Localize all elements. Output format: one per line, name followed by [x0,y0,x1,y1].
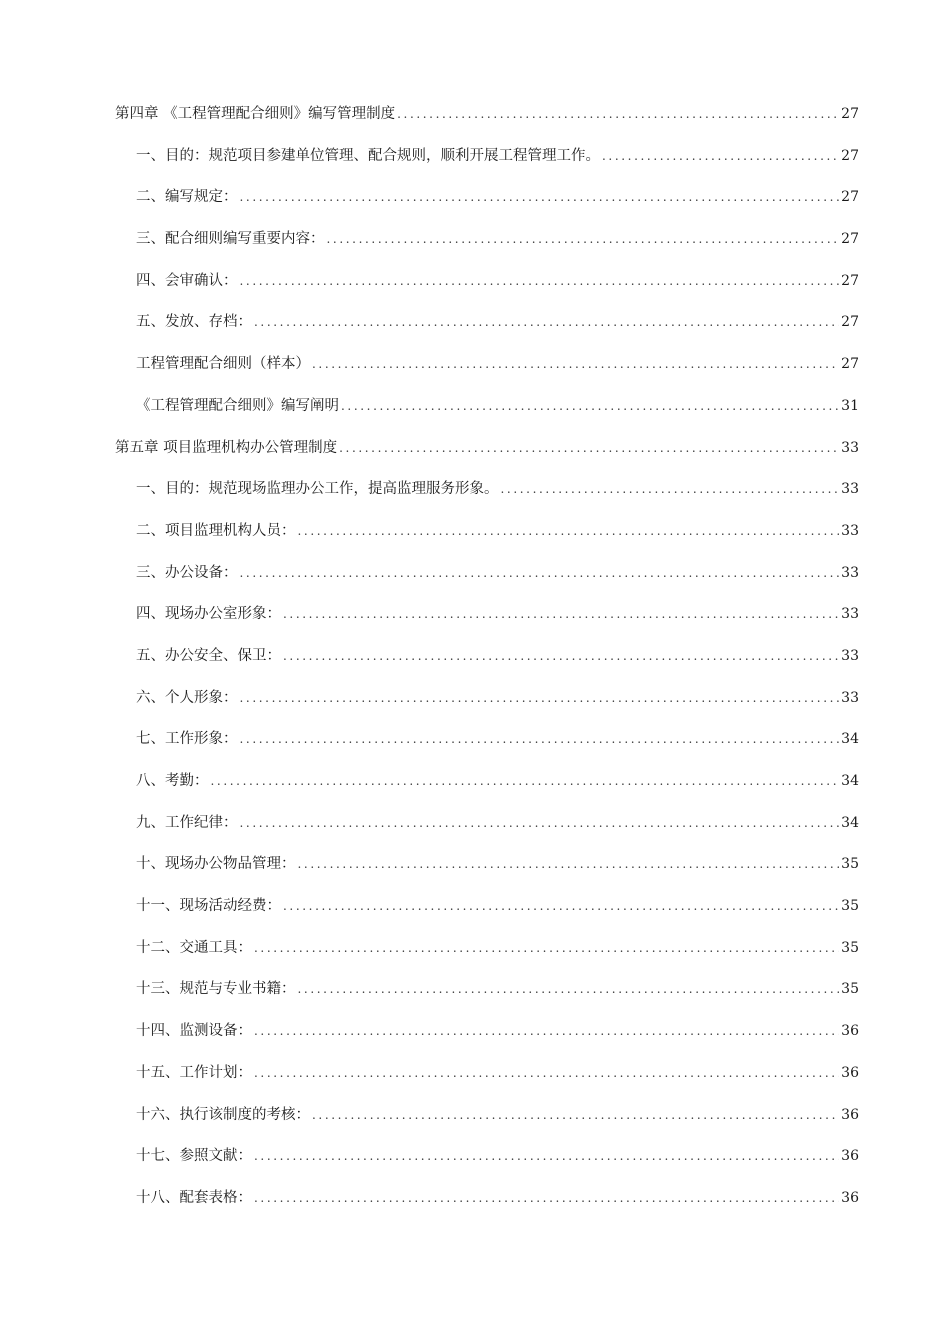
toc-entry[interactable] [0,761,950,803]
entry-page-number: 33 [841,522,859,539]
entry-page-number: 35 [841,981,859,998]
dot-leader [240,553,840,595]
entry-title: 六、个人形象： [136,689,238,706]
dot-leader [312,1095,839,1137]
entry-page-number: 36 [841,1189,859,1206]
entry-page-number: 33 [841,647,859,664]
toc-entry[interactable] [0,219,950,261]
dot-leader [240,803,840,845]
toc-entry[interactable] [0,844,950,886]
entry-page-number: 34 [841,731,859,748]
entry-title: 十、现场办公物品管理： [136,856,296,873]
entry-title: 四、现场办公室形象： [136,606,281,623]
entry-title: 十八、配套表格： [136,1189,252,1206]
toc-entry[interactable] [0,136,950,178]
dot-leader [240,719,840,761]
entry-title: 十五、工作计划： [136,1064,252,1081]
entry-title: 三、配合细则编写重要内容： [136,231,325,248]
entry-page-number: 36 [841,1148,859,1165]
toc-entry[interactable] [0,553,950,595]
dot-leader [254,1178,839,1220]
toc-entry[interactable] [0,177,950,219]
entry-page-number: 27 [841,272,859,289]
entry-title: 第五章 项目监理机构办公管理制度 [115,439,338,456]
toc-entry[interactable] [0,1053,950,1095]
entry-page-number: 35 [841,939,859,956]
entry-title: 四、会审确认： [136,272,238,289]
entry-page-number: 34 [841,773,859,789]
entry-title: 五、发放、存档： [136,314,252,331]
toc-entry[interactable] [0,636,950,678]
dot-leader [240,261,840,303]
dot-leader [254,302,839,344]
dot-leader [240,177,840,219]
dot-leader [211,761,840,803]
dot-leader [283,886,839,928]
entry-page-number: 27 [841,231,859,248]
entry-page-number: 36 [841,1023,859,1040]
entry-title: 一、目的：规范项目参建单位管理、配合规则，顺利开展工程管理工作。 [136,147,600,164]
entry-page-number: 33 [841,606,859,623]
entry-title: 二、项目监理机构人员： [136,522,296,539]
dot-leader [254,1011,839,1053]
entry-page-number: 36 [841,1064,859,1081]
entry-page-number: 35 [841,898,859,915]
toc-entry[interactable] [0,1011,950,1053]
entry-page-number: 33 [841,564,859,581]
entry-page-number: 35 [841,856,859,873]
entry-page-number: 33 [841,481,859,498]
dot-leader [254,1053,839,1095]
toc-entry[interactable] [0,469,950,511]
entry-title: 五、办公安全、保卫： [136,647,281,664]
dot-leader [298,511,840,553]
entry-title: 一、目的：规范现场监理办公工作，提高监理服务形象。 [136,481,499,498]
dot-leader [283,636,839,678]
entry-title: 十三、规范与专业书籍： [136,981,296,998]
toc-entry[interactable] [0,386,950,428]
toc-entry[interactable] [0,969,950,1011]
toc-entry-chapter-4[interactable] [0,94,950,136]
entry-title: 十四、监测设备： [136,1023,252,1040]
entry-title: 十七、参照文献： [136,1148,252,1165]
toc-entry[interactable] [0,511,950,553]
entry-title: 《工程管理配合细则》编写阐明 [136,397,339,414]
dot-leader [327,219,840,261]
toc-entry[interactable] [0,1095,950,1137]
entry-page-number: 27 [841,106,859,122]
dot-leader [283,594,839,636]
entry-title: 十二、交通工具： [136,939,252,956]
entry-title: 十六、执行该制度的考核： [136,1106,310,1123]
toc-entry[interactable] [0,803,950,845]
entry-title: 二、编写规定： [136,189,238,206]
entry-page-number: 34 [841,814,859,831]
dot-leader [339,428,839,470]
entry-page-number: 33 [841,689,859,706]
entry-page-number: 27 [841,189,859,206]
toc-entry[interactable] [0,678,950,720]
entry-page-number: 27 [841,314,859,331]
dot-leader [312,344,839,386]
entry-page-number: 33 [841,439,859,456]
dot-leader [240,678,840,720]
toc-entry[interactable] [0,1178,950,1220]
toc-entry[interactable] [0,1136,950,1178]
dot-leader [298,844,840,886]
dot-leader [501,469,840,511]
entry-page-number: 27 [841,356,859,373]
toc-entry[interactable] [0,928,950,970]
entry-page-number: 27 [841,147,859,164]
entry-title: 八、考勤： [136,773,209,789]
dot-leader [602,136,839,178]
toc-entry[interactable] [0,886,950,928]
entry-title: 工程管理配合细则（样本） [136,356,310,373]
entry-title: 九、工作纪律： [136,814,238,831]
entry-title: 七、工作形象： [136,731,238,748]
toc-entry[interactable] [0,302,950,344]
toc-entry[interactable] [0,261,950,303]
entry-title: 第四章 《工程管理配合细则》编写管理制度 [115,106,396,122]
dot-leader [254,1136,839,1178]
toc-entry-chapter-5[interactable] [0,428,950,470]
toc-entry[interactable] [0,344,950,386]
toc-entry[interactable] [0,719,950,761]
dot-leader [254,928,839,970]
entry-page-number: 31 [841,397,859,414]
entry-page-number: 36 [841,1106,859,1123]
toc-entry[interactable] [0,594,950,636]
dot-leader [397,94,839,136]
entry-title: 十一、现场活动经费： [136,898,281,915]
dot-leader [341,386,839,428]
dot-leader [298,969,840,1011]
entry-title: 三、办公设备： [136,564,238,581]
table-of-contents [0,94,950,1220]
